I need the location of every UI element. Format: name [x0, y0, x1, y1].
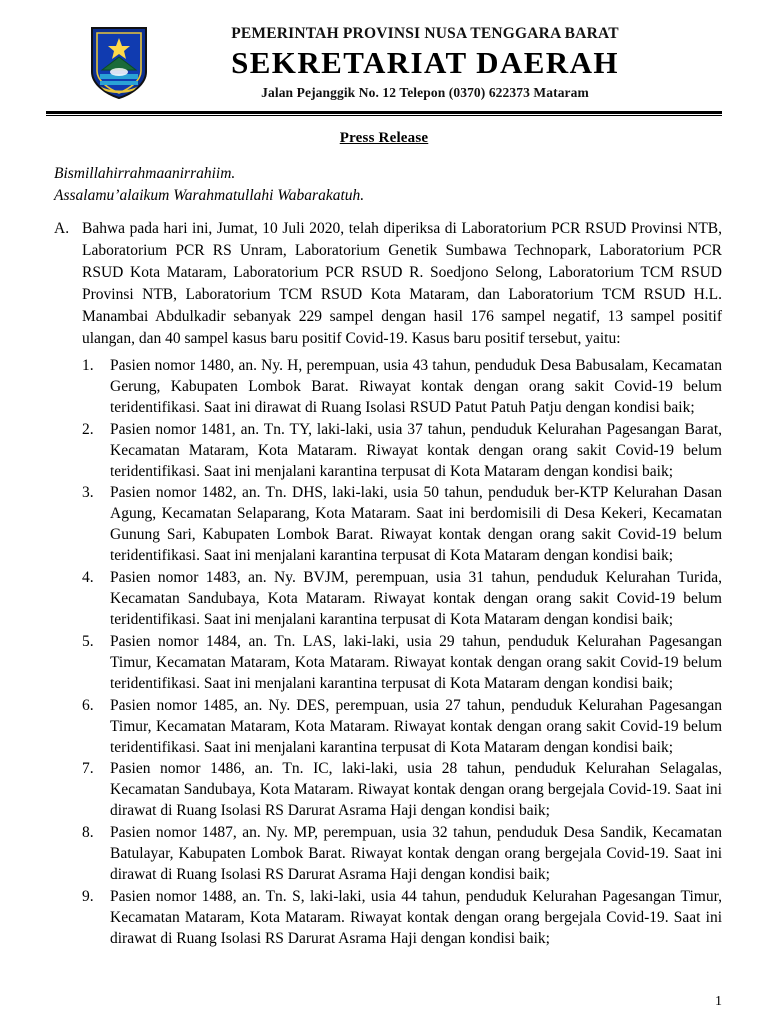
list-item [82, 823, 722, 886]
list-item [82, 887, 722, 950]
list-item-number: 9. [82, 888, 94, 905]
list-item [82, 483, 722, 567]
list-item-text: Pasien nomor 1484, an. Tn. LAS, laki-laki, usia 29 tahun, penduduk Kelurahan Pagesangan Timur, Kecamatan Mataram, Kota Mataram. Riwayat kontak dengan orang sakit Covid-19 belum teridentifikasi. Saat ini menjalani karantina terpusat di Kota Mataram dengan kondisi baik; [110, 632, 722, 692]
list-item-text: Pasien nomor 1481, an. Tn. TY, laki-laki, usia 37 tahun, penduduk Kelurahan Pagesangan Barat, Kecamatan Mataram, Kota Mataram. Riwayat kontak dengan orang sakit Covid-19 belum teridentifikasi. Saat ini menjalani karantina terpusat di Kota Mataram dengan kondisi baik; [110, 420, 722, 480]
divider-thick [46, 111, 722, 114]
salutation-line-1: Bismillahirrahmaanirrahiim. [54, 165, 236, 183]
org-name: PEMERINTAH PROVINSI NUSA TENGGARA BARAT [231, 25, 619, 42]
provincial-crest-icon [88, 26, 150, 100]
list-item-number: 4. [82, 569, 94, 587]
page-title: Press Release [339, 130, 429, 147]
clause-a [54, 218, 722, 350]
divider-thin [46, 115, 722, 116]
list-item-text: Pasien nomor 1480, an. Ny. H, perempuan, usia 43 tahun, penduduk Desa Babusalam, Kecamatan Gerung, Kabupaten Lombok Barat. Riwayat kontak dengan orang sakit Covid-19 belum teridentifikasi. Saat ini dirawat di Ruang Isolasi RSUD Patut Patuh Patju dengan kondisi baik; [110, 356, 722, 416]
list-item-number: 8. [82, 824, 94, 842]
page-number: 1 [715, 994, 722, 1009]
list-item [82, 759, 722, 822]
letterhead-text [168, 24, 722, 101]
list-item-number: 1. [82, 356, 94, 374]
patient-list [82, 356, 722, 950]
office-name: SEKRETARIAT DAERAH [231, 45, 619, 81]
list-item [82, 420, 722, 483]
list-item-text: Pasien nomor 1482, an. Tn. DHS, laki-laki, usia 50 tahun, penduduk ber-KTP Kelurahan Dasan Agung, Kecamatan Selaparang, Kota Mataram. Saat ini berdomisili di Desa Kekeri, Kecamatan Gunung Sari, Kabupaten Lombok Barat. Riwayat kontak dengan orang sakit Covid-19 belum teridentifikasi. Saat ini menjalani karantina terpusat di Kota Mataram dengan kondisi baik; [110, 484, 722, 565]
letterhead [46, 18, 722, 101]
list-item [82, 568, 722, 631]
list-item-number: 3. [82, 484, 94, 502]
clause-text: Bahwa pada hari ini, Jumat, 10 Juli 2020, telah diperiksa di Laboratorium PCR RSUD Provinsi NTB, Laboratorium PCR RS Unram, Laboratorium Genetik Sumbawa Technopark, Laboratorium PCR RSUD Kota Mataram, Laboratorium PCR RSUD R. Soedjono Selong, Laboratorium TCM RSUD Provinsi NTB, Laboratorium TCM RSUD Kota Mataram, dan Laboratorium TCM RSUD H.L. Manambai Abdulkadir sebanyak 229 sampel dengan hasil 176 sampel negatif, 13 sampel positif ulangan, dan 40 sampel kasus baru positif Covid-19. Kasus baru positif tersebut, yaitu: [82, 219, 722, 347]
salutation-line-2: Assalamu’alaikum Warahmatullahi Wabarakatuh. [54, 187, 365, 205]
list-item [82, 632, 722, 695]
list-item-text: Pasien nomor 1485, an. Ny. DES, perempuan, usia 27 tahun, penduduk Kelurahan Pagesangan Timur, Kecamatan Mataram, Kota Mataram. Riwayat kontak dengan orang sakit Covid-19 belum teridentifikasi. Saat ini menjalani karantina terpusat di Kota Mataram dengan kondisi baik; [110, 696, 722, 756]
office-address: Jalan Pejanggik No. 12 Telepon (0370) 622373 Mataram [261, 85, 589, 101]
list-item-text: Pasien nomor 1488, an. Tn. S, laki-laki, usia 44 tahun, penduduk Kelurahan Pagesangan Timur, Kecamatan Mataram, Kota Mataram. Riwayat kontak dengan orang bergejala Covid-19. Saat ini dirawat di Ruang Isolasi RS Darurat Asrama Haji dengan kondisi baik; [110, 888, 722, 947]
list-item [82, 356, 722, 419]
list-item-number: 2. [82, 420, 94, 438]
list-item-number: 5. [82, 632, 94, 650]
list-item-number: 7. [82, 760, 94, 778]
list-item-number: 6. [82, 696, 94, 714]
list-item [82, 696, 722, 759]
salutation [54, 163, 722, 208]
list-item-text: Pasien nomor 1487, an. Ny. MP, perempuan, usia 32 tahun, penduduk Desa Sandik, Kecamatan Batulayar, Kabupaten Lombok Barat. Riwayat kontak dengan orang bergejala Covid-19. Saat ini dirawat di Ruang Isolasi RS Darurat Asrama Haji dengan kondisi baik; [110, 824, 722, 884]
list-item-text: Pasien nomor 1486, an. Tn. IC, laki-laki, usia 28 tahun, penduduk Kelurahan Selagalas, Kecamatan Sandubaya, Kota Mataram. Riwayat kontak dengan orang bergejala Covid-19. Saat ini dirawat di Ruang Isolasi RS Darurat Asrama Haji dengan kondisi baik; [110, 760, 722, 820]
clause-marker: A. [54, 219, 70, 237]
list-item-text: Pasien nomor 1483, an. Ny. BVJM, perempuan, usia 31 tahun, penduduk Kelurahan Turida, Kecamatan Sandubaya, Kota Mataram. Riwayat kontak dengan orang sakit Covid-19 belum teridentifikasi. Saat ini menjalani karantina terpusat di Kota Mataram dengan kondisi baik; [110, 569, 722, 629]
